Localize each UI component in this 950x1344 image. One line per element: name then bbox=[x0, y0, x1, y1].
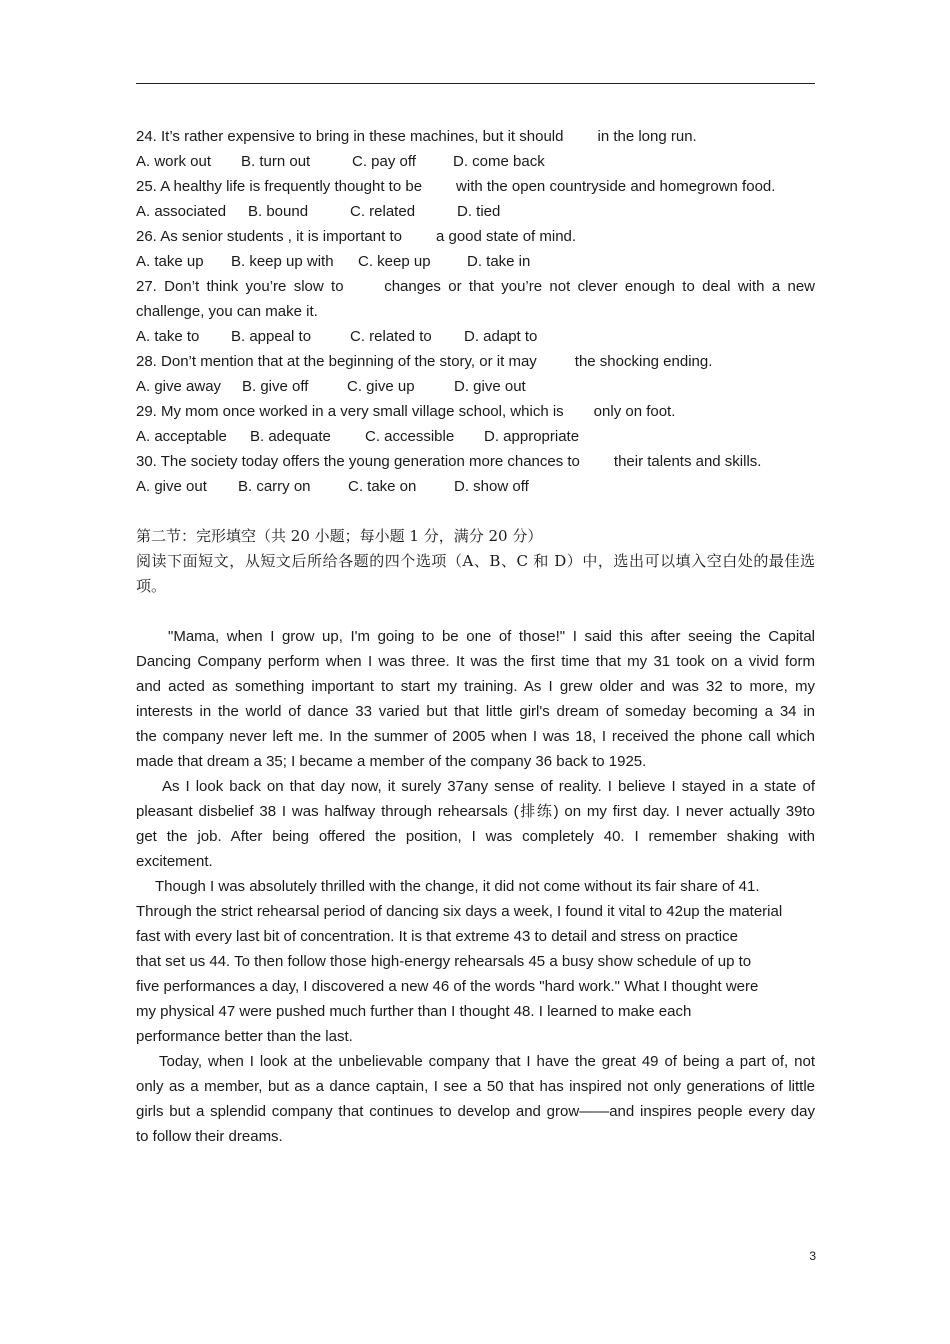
question-stem-text: 26. As senior students , it is important to bbox=[136, 228, 402, 245]
option-d: D. take in bbox=[467, 253, 531, 270]
option-a: A. take up bbox=[136, 253, 204, 270]
option-a: A. give away bbox=[136, 378, 222, 395]
question-26-options bbox=[136, 249, 815, 274]
option-c: C. accessible bbox=[365, 428, 455, 445]
passage-line: Dancing Company perform when I was three. It was the first time that my 31 took on a vivid form bbox=[136, 653, 815, 670]
option-b: B. turn out bbox=[241, 153, 311, 170]
option-d: D. appropriate bbox=[484, 428, 580, 445]
option-d: D. show off bbox=[454, 478, 529, 495]
question-stem-text: challenge, you can make it. bbox=[136, 303, 318, 320]
option-b: B. adequate bbox=[250, 428, 331, 445]
page-content bbox=[136, 124, 815, 1149]
option-b: B. carry on bbox=[238, 478, 311, 495]
section-instruction-continued: 项。 bbox=[136, 577, 167, 595]
question-24-options bbox=[136, 149, 815, 174]
option-a: A. acceptable bbox=[136, 428, 227, 445]
question-stem-text: only on foot. bbox=[593, 403, 676, 420]
passage-line: get the job. After being offered the position, I was completely 40. I remember shaking with bbox=[136, 828, 815, 845]
option-a: A. work out bbox=[136, 153, 212, 170]
passage-spacer bbox=[136, 599, 815, 624]
question-27-stem bbox=[136, 274, 815, 299]
section-spacer bbox=[136, 499, 815, 524]
passage-line: excitement. bbox=[136, 853, 213, 870]
option-c: C. related to bbox=[350, 328, 432, 345]
question-27-stem-continued bbox=[136, 299, 815, 324]
question-stem-text: 24. It’s rather expensive to bring in these machines, but it should bbox=[136, 128, 564, 145]
section-instruction: 阅读下面短文，从短文后所给各题的四个选项（A、B、C 和 D）中，选出可以填入空白处的最佳选 bbox=[136, 552, 815, 570]
question-stem-text: 28. Don’t mention that at the beginning of the story, or it may bbox=[136, 353, 537, 370]
passage-line: the company never left me. In the summer of 2005 when I was 18, I received the phone call which bbox=[136, 728, 815, 745]
option-c: C. take on bbox=[348, 478, 417, 495]
passage-line: my physical 47 were pushed much further than I thought 48. I learned to make each bbox=[136, 1003, 692, 1020]
question-stem-text: in the long run. bbox=[597, 128, 697, 145]
option-c: C. related bbox=[350, 203, 416, 220]
option-b: B. appeal to bbox=[231, 328, 312, 345]
question-24-stem bbox=[136, 124, 815, 149]
question-stem-text: 25. A healthy life is frequently thought to be bbox=[136, 178, 423, 195]
question-stem-text: their talents and skills. bbox=[613, 453, 762, 470]
passage-line: pleasant disbelief 38 I was halfway through rehearsals (排练) on my first day. I never actually 39to bbox=[136, 803, 815, 820]
passage-line: performance better than the last. bbox=[136, 1028, 353, 1045]
option-a: A. take to bbox=[136, 328, 200, 345]
option-c: C. pay off bbox=[352, 153, 416, 170]
option-d: D. give out bbox=[454, 378, 526, 395]
passage-line: five performances a day, I discovered a new 46 of the words "hard work." What I thought were bbox=[136, 978, 759, 995]
option-d: D. adapt to bbox=[464, 328, 538, 345]
question-stem-text: the shocking ending. bbox=[574, 353, 713, 370]
question-29-options bbox=[136, 424, 815, 449]
question-stem-text: 27. Don’t think you’re slow to bbox=[136, 278, 344, 295]
option-c: C. give up bbox=[347, 378, 415, 395]
passage-line: Today, when I look at the unbelievable company that I have the great 49 of being a part of, not bbox=[159, 1053, 815, 1070]
passage-line: girls but a splendid company that continues to develop and grow——and inspires people every day bbox=[136, 1103, 815, 1120]
option-b: B. bound bbox=[248, 203, 309, 220]
passage-line: Through the strict rehearsal period of dancing six days a week, I found it vital to 42up the material bbox=[136, 903, 783, 920]
passage-line: that set us 44. To then follow those high-energy rehearsals 45 a busy show schedule of up to bbox=[136, 953, 752, 970]
option-d: D. tied bbox=[457, 203, 501, 220]
passage-line: interests in the world of dance 33 varied but that little girl's dream of someday becoming a 34 in bbox=[136, 703, 815, 720]
section-title: 第二节：完形填空（共 20 小题；每小题 1 分，满分 20 分） bbox=[136, 527, 543, 545]
question-25-options bbox=[136, 199, 815, 224]
option-a: A. give out bbox=[136, 478, 207, 495]
passage-line: As I look back on that day now, it surely 37any sense of reality. I believe I stayed in a state of bbox=[162, 778, 815, 795]
question-27-options bbox=[136, 324, 815, 349]
page-number: 3 bbox=[809, 1249, 816, 1263]
question-stem-text: a good state of mind. bbox=[435, 228, 577, 245]
question-stem-text: with the open countryside and homegrown food. bbox=[456, 178, 776, 195]
question-stem-text: 30. The society today offers the young generation more chances to bbox=[136, 453, 580, 470]
passage-line: made that dream a 35; I became a member of the company 36 back to 1925. bbox=[136, 753, 647, 770]
passage-line: only as a member, but as a dance captain, I see a 50 that has inspired not only generations of little bbox=[136, 1078, 815, 1095]
option-c: C. keep up bbox=[358, 253, 431, 270]
passage-line: "Mama, when I grow up, I'm going to be one of those!" I said this after seeing the Capital bbox=[168, 628, 815, 645]
header-rule bbox=[136, 83, 815, 84]
passage-line: Though I was absolutely thrilled with the change, it did not come without its fair share of 41. bbox=[155, 878, 760, 895]
passage-line: and acted as something important to start my training. As I grew older and was 32 to more, my bbox=[136, 678, 815, 695]
passage-line: to follow their dreams. bbox=[136, 1128, 283, 1145]
option-d: D. come back bbox=[453, 153, 545, 170]
question-26-stem bbox=[136, 224, 815, 249]
question-28-options bbox=[136, 374, 815, 399]
question-30-stem bbox=[136, 449, 815, 474]
question-stem-text: changes or that you’re not clever enough to deal with a new bbox=[384, 278, 815, 295]
question-29-stem bbox=[136, 399, 815, 424]
option-a: A. associated bbox=[136, 203, 227, 220]
option-b: B. give off bbox=[242, 378, 309, 395]
question-30-options bbox=[136, 474, 815, 499]
option-b: B. keep up with bbox=[231, 253, 334, 270]
question-stem-text: 29. My mom once worked in a very small village school, which is bbox=[136, 403, 564, 420]
question-28-stem bbox=[136, 349, 815, 374]
question-25-stem bbox=[136, 174, 815, 199]
passage-line: fast with every last bit of concentration. It is that extreme 43 to detail and stress on practice bbox=[136, 928, 738, 945]
